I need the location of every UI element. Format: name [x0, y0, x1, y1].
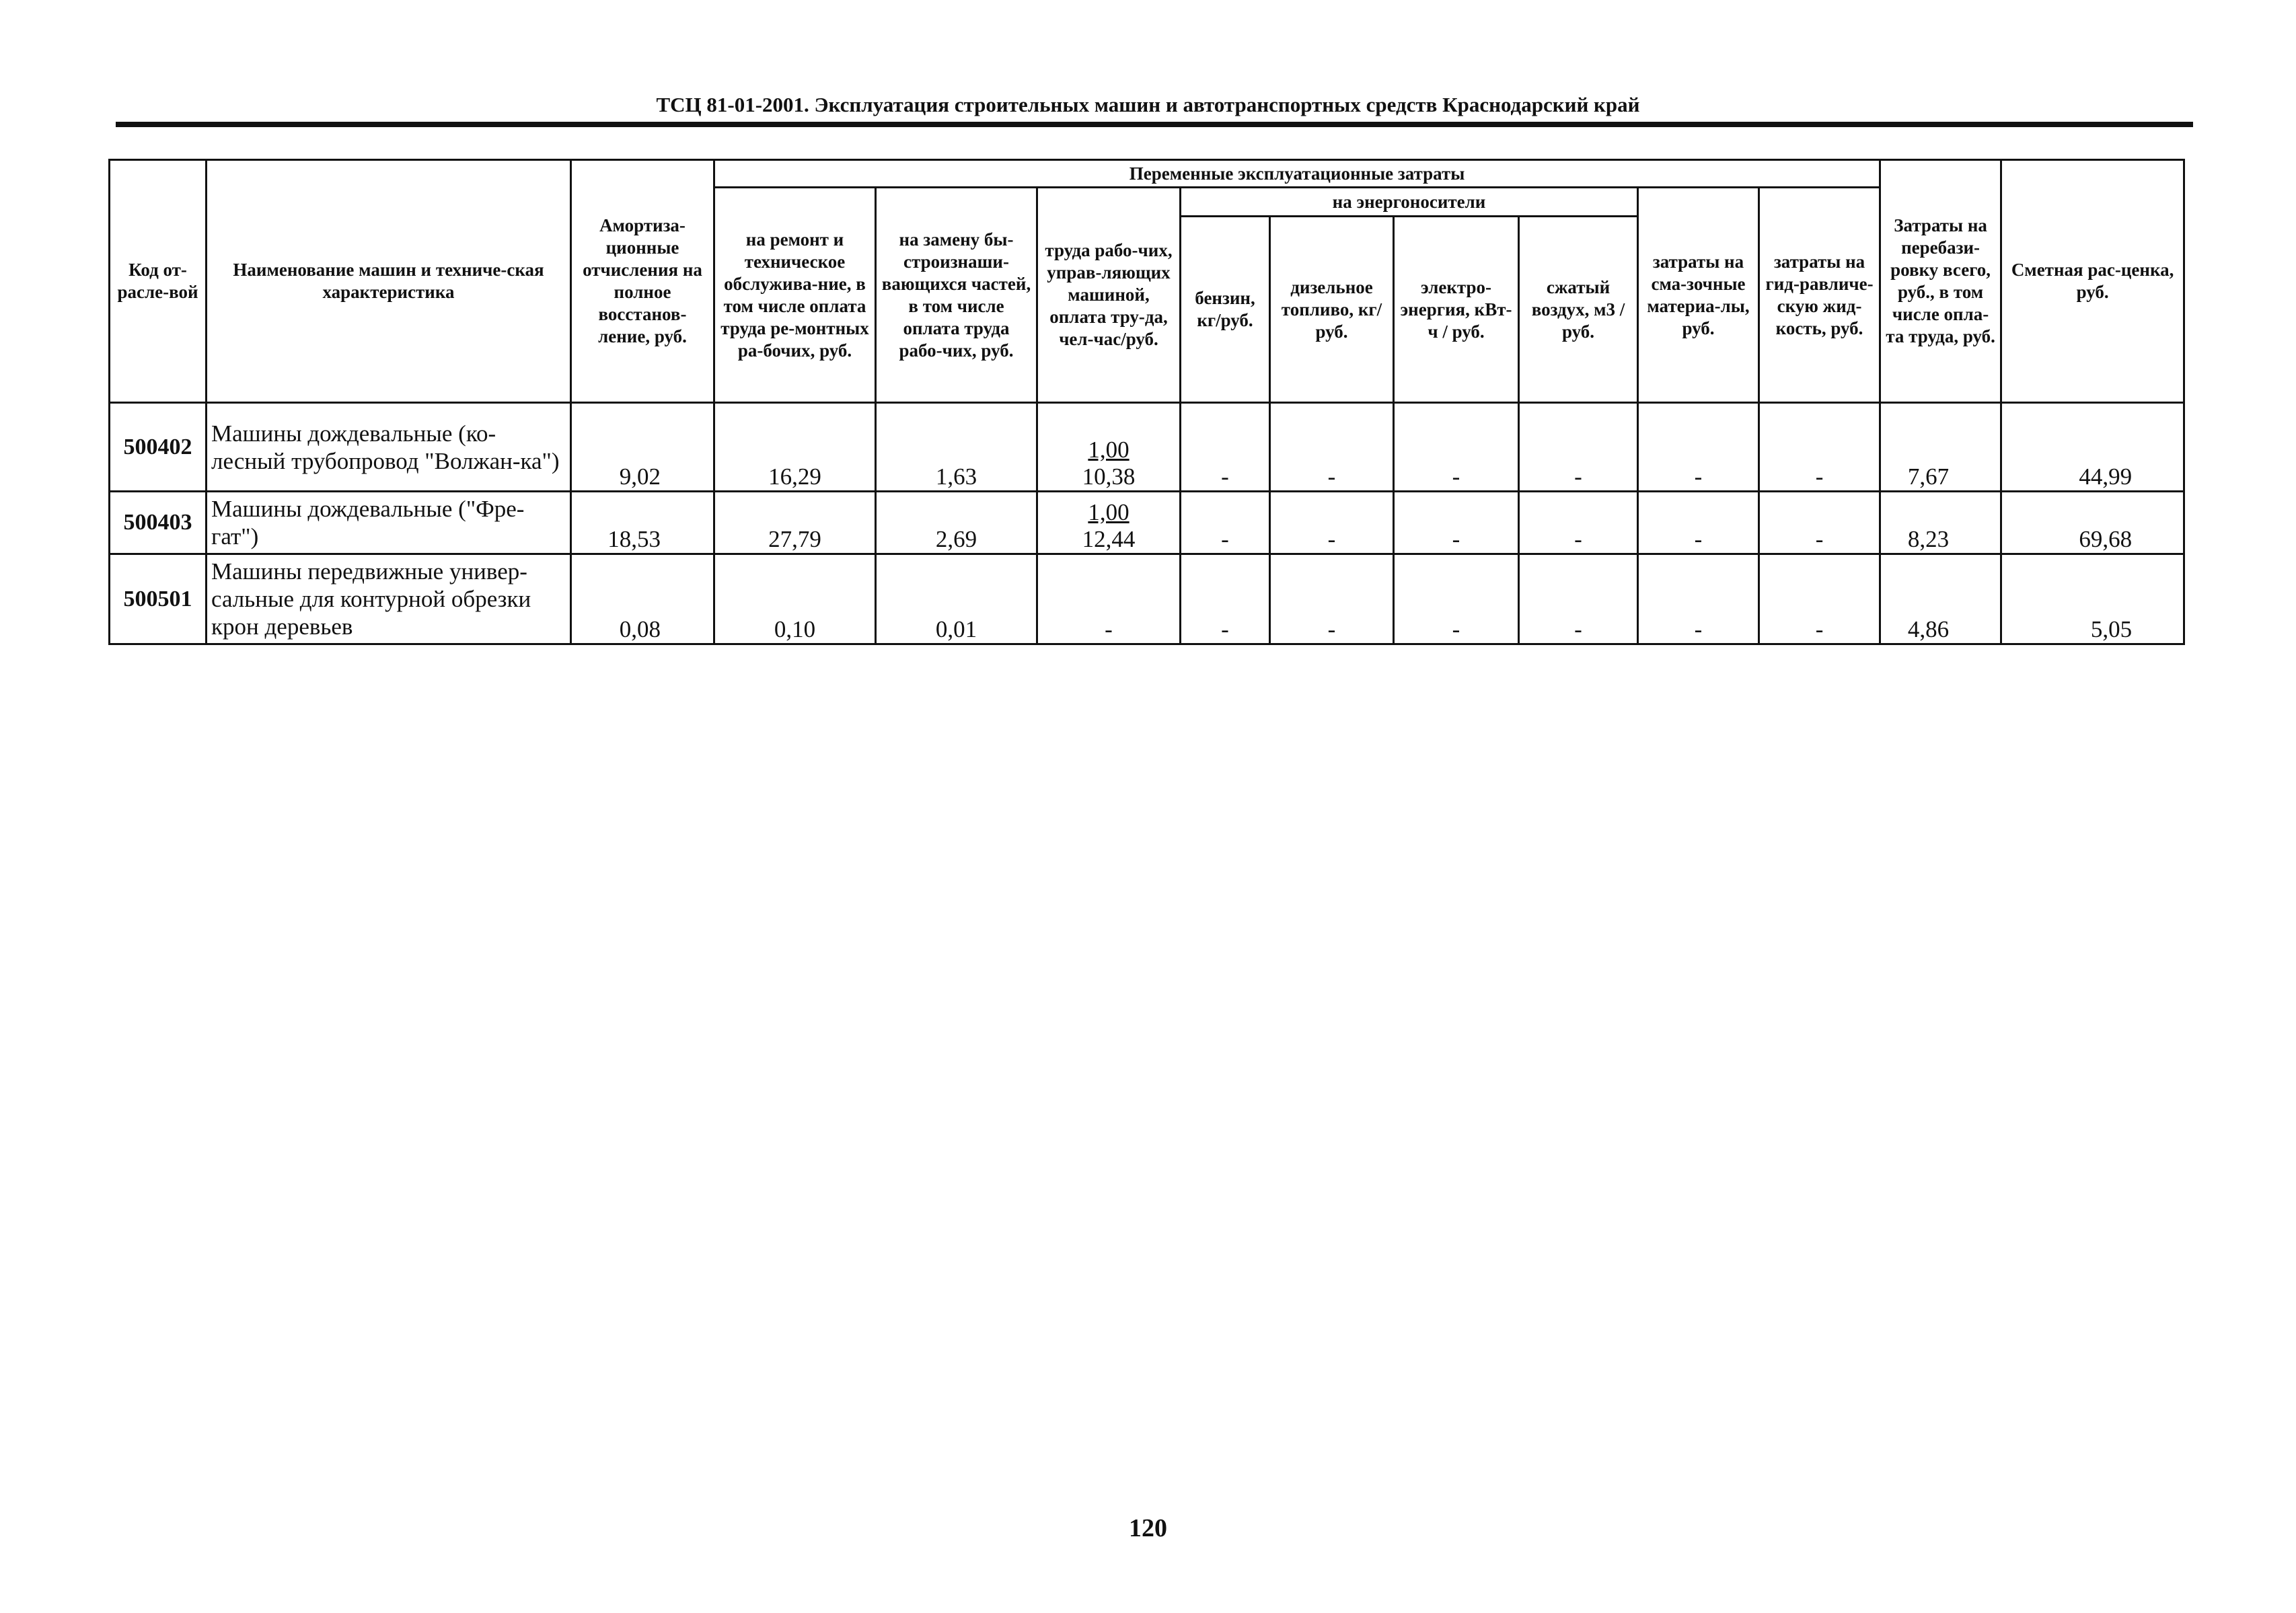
header-petrol: бензин, кг/руб.	[1181, 217, 1270, 403]
row-lubricants: -	[1638, 554, 1759, 644]
row-petrol: -	[1181, 554, 1270, 644]
row-hydraulic: -	[1759, 403, 1880, 492]
row-estimate: 44,99	[2001, 403, 2184, 492]
row-repair: 27,79	[714, 492, 876, 554]
row-repair: 16,29	[714, 403, 876, 492]
row-electricity: -	[1394, 403, 1519, 492]
row-amortization: 9,02	[571, 403, 714, 492]
row-relocation: 4,86	[1880, 554, 2001, 644]
header-air: сжатый воздух, м3 / руб.	[1519, 217, 1638, 403]
row-repair: 0,10	[714, 554, 876, 644]
row-parts: 1,63	[876, 403, 1037, 492]
row-amortization: 18,53	[571, 492, 714, 554]
row-name: Машины передвижные универ-сальные для контурной обрезки крон деревьев	[207, 554, 571, 644]
row-labor-hours: 1,00	[1088, 499, 1130, 525]
row-code: 500403	[110, 492, 207, 554]
row-hydraulic: -	[1759, 492, 1880, 554]
row-labor	[1037, 492, 1181, 554]
header-estimate: Сметная рас-ценка, руб.	[2001, 160, 2184, 403]
row-parts: 0,01	[876, 554, 1037, 644]
header-rule	[116, 122, 2193, 127]
row-code: 500501	[110, 554, 207, 644]
row-air: -	[1519, 554, 1638, 644]
row-lubricants: -	[1638, 492, 1759, 554]
header-relocation: Затраты на перебази-ровку всего, руб., в том числе опла-та труда, руб.	[1880, 160, 2001, 403]
header-energy: на энергоносители	[1181, 188, 1638, 217]
header-diesel: дизельное топливо, кг/руб.	[1270, 217, 1394, 403]
row-hydraulic: -	[1759, 554, 1880, 644]
header-parts: на замену бы-строизнаши-вающихся частей, в том числе оплата труда рабо-чих, руб.	[876, 188, 1037, 403]
row-labor	[1037, 403, 1181, 492]
page-number: 120	[1129, 1514, 1167, 1542]
row-parts: 2,69	[876, 492, 1037, 554]
header-labor: труда рабо-чих, управ-ляющих машиной, оплата тру-да, чел-час/руб.	[1037, 188, 1181, 403]
row-diesel: -	[1270, 403, 1394, 492]
row-electricity: -	[1394, 554, 1519, 644]
table-row	[110, 554, 2184, 644]
row-amortization: 0,08	[571, 554, 714, 644]
row-labor-cost: -	[1105, 616, 1113, 642]
rates-table-wrapper	[108, 159, 2183, 645]
table-row	[110, 492, 2184, 554]
row-estimate: 5,05	[2001, 554, 2184, 644]
row-diesel: -	[1270, 554, 1394, 644]
row-electricity: -	[1394, 492, 1519, 554]
header-code: Код от-расле-вой	[110, 160, 207, 403]
header-row-1	[110, 160, 2184, 188]
row-labor-cost: 10,38	[1082, 463, 1136, 490]
header-hydraulic: затраты на гид-равличе-скую жид-кость, руб.	[1759, 188, 1880, 403]
row-lubricants: -	[1638, 403, 1759, 492]
row-air: -	[1519, 492, 1638, 554]
row-estimate: 69,68	[2001, 492, 2184, 554]
header-repair: на ремонт и техническое обслужива-ние, в том числе оплата труда ре-монтных ра-бочих, руб.	[714, 188, 876, 403]
row-name: Машины дождевальные ("Фре-гат")	[207, 492, 571, 554]
row-name: Машины дождевальные (ко-лесный трубопровод "Волжан-ка")	[207, 403, 571, 492]
row-relocation: 8,23	[1880, 492, 2001, 554]
row-petrol: -	[1181, 492, 1270, 554]
header-electricity: электро-энергия, кВт-ч / руб.	[1394, 217, 1519, 403]
header-amortization: Амортиза-ционные отчисления на полное восстанов-ление, руб.	[571, 160, 714, 403]
row-labor-hours: 1,00	[1088, 437, 1130, 463]
page-header-title: ТСЦ 81-01-2001. Эксплуатация строительных машин и автотранспортных средств Краснодарский край	[656, 93, 1640, 116]
table-row	[110, 403, 2184, 492]
rates-table	[108, 159, 2185, 645]
row-code: 500402	[110, 403, 207, 492]
row-petrol: -	[1181, 403, 1270, 492]
row-air: -	[1519, 403, 1638, 492]
row-relocation: 7,67	[1880, 403, 2001, 492]
row-labor	[1037, 554, 1181, 644]
row-labor-cost: 12,44	[1082, 526, 1136, 552]
header-variable-costs: Переменные эксплуатационные затраты	[714, 160, 1880, 188]
header-lubricants: затраты на сма-зочные материа-лы, руб.	[1638, 188, 1759, 403]
row-diesel: -	[1270, 492, 1394, 554]
header-name: Наименование машин и техниче-ская характеристика	[207, 160, 571, 403]
